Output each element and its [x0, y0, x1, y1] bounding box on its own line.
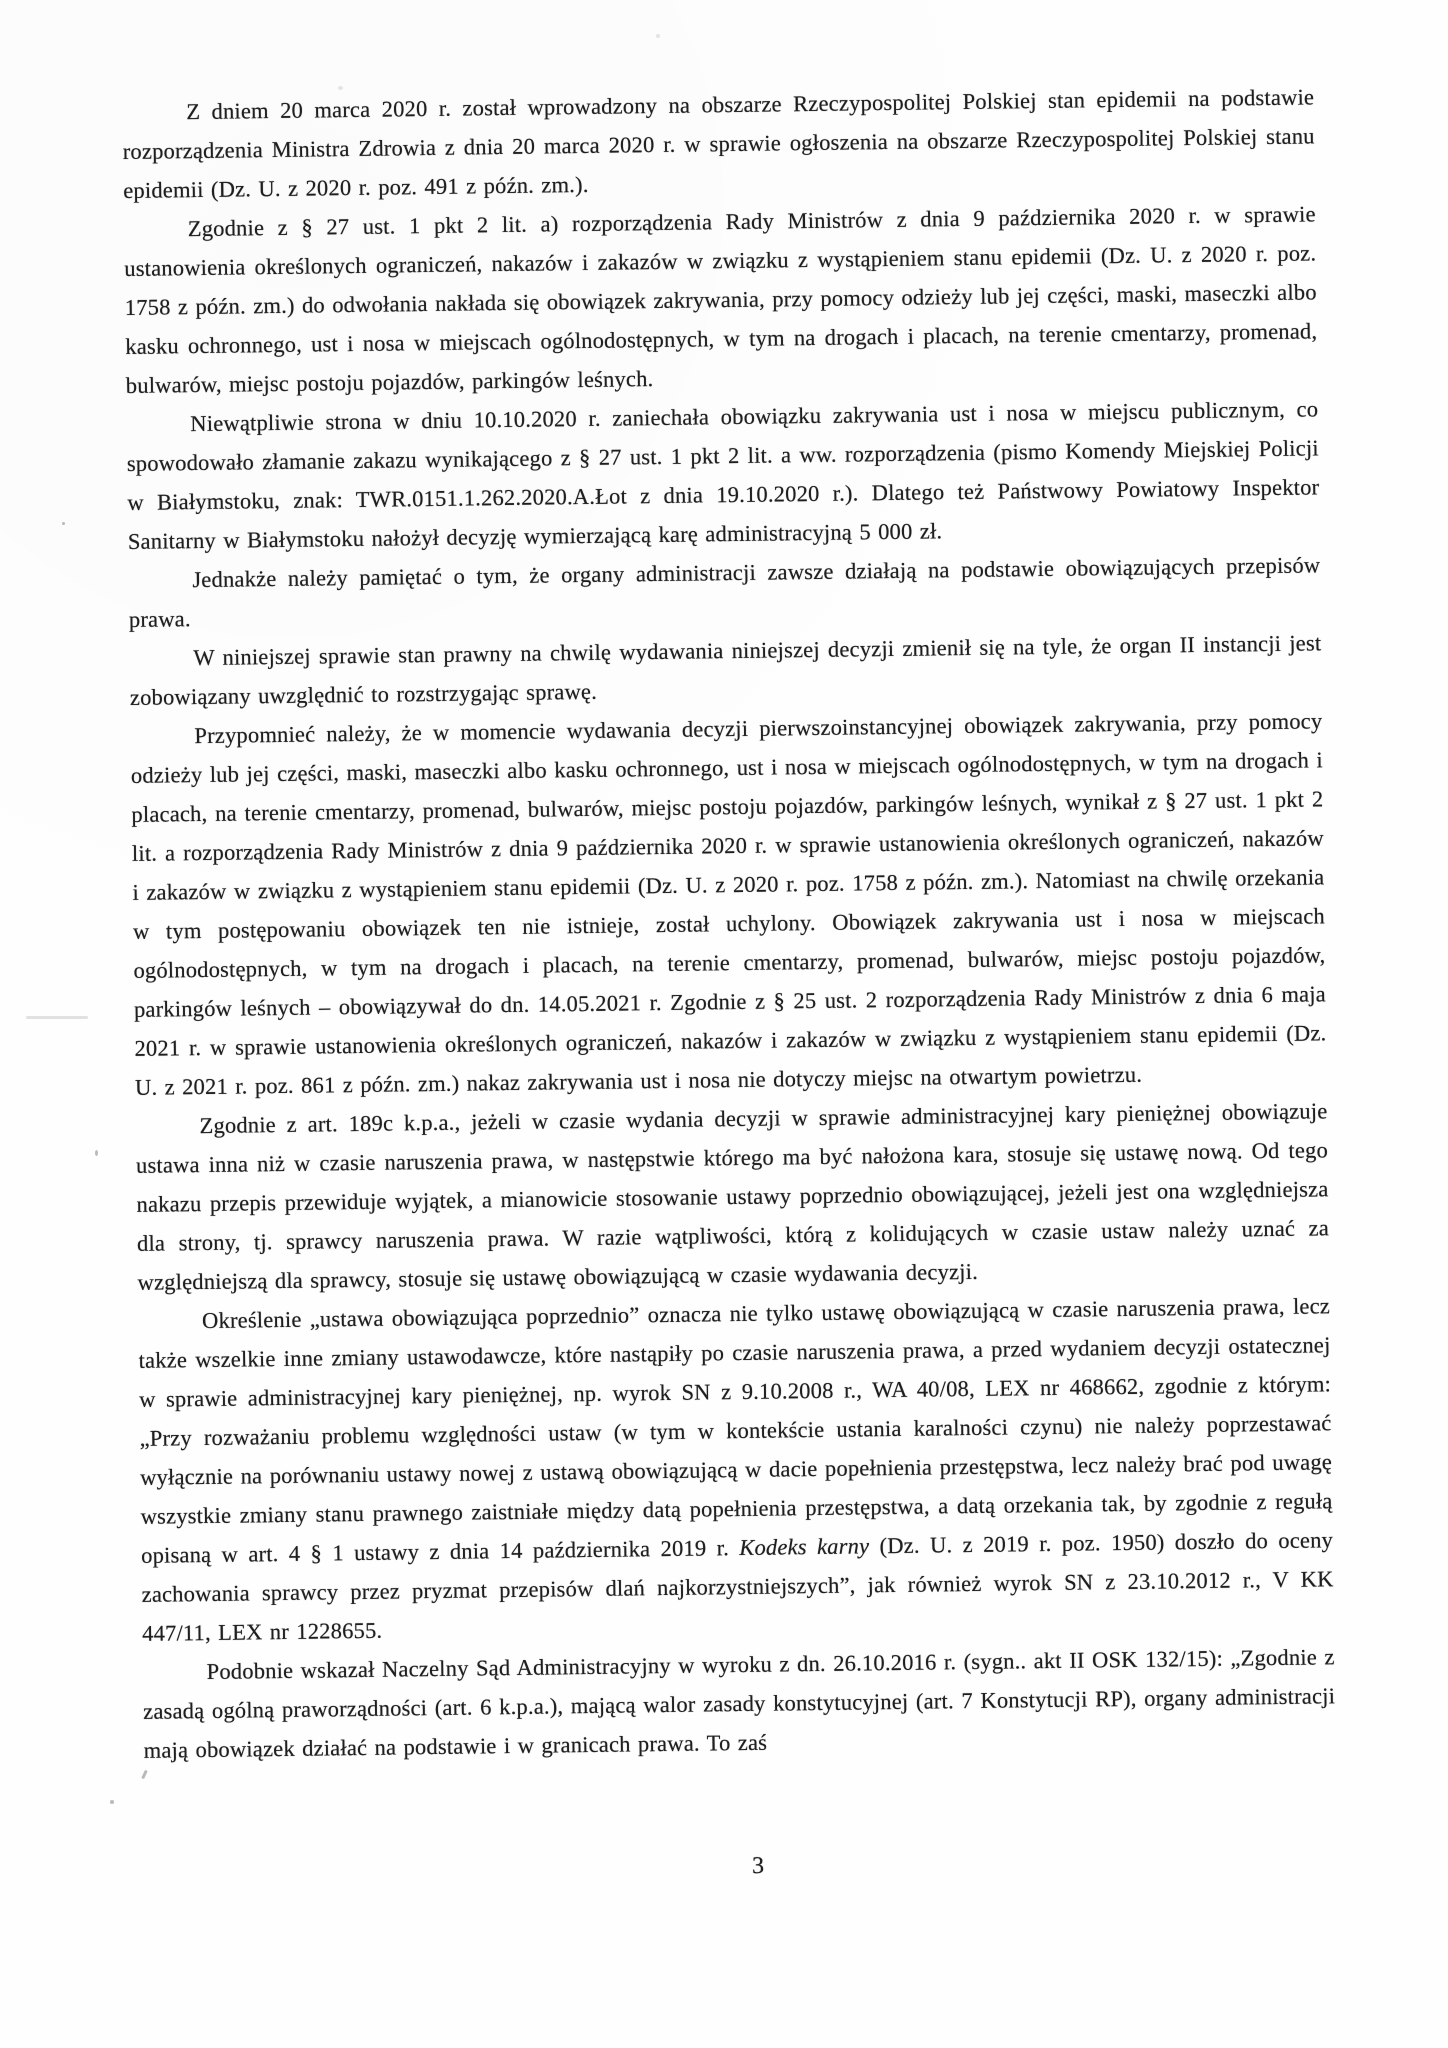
scan-streak: [26, 1016, 88, 1019]
paragraph: [126, 389, 1320, 561]
text-run: Z dniem 20 marca 2020 r. został wprowadzony na obszarze Rzeczypospolitej Polskiej stan epidemii na podstawie rozporządzenia Ministra Zdrowia z dnia 20 marca 2020 r. w sprawie ogłoszenia na obszarze Rzeczypospolitej Polskiej stanu epidemii (Dz. U. z 2020 r. poz. 491 z późn. zm.).: [122, 84, 1315, 203]
paragraph: [130, 701, 1327, 1107]
paragraph: [142, 1637, 1335, 1770]
scan-speck: [141, 1770, 148, 1779]
scan-speck: [62, 522, 65, 525]
text-run: Zgodnie z art. 189c k.p.a., jeżeli w czasie wydania decyzji w sprawie administracyjnej kary pieniężnej obowiązuje ustawa inna niż w czasie naruszenia prawa, w następstwie którego ma być nałożona kara, stosuje się ustawę nową. Od tego nakazu przepis przewiduje wyjątek, a mianowicie stosowanie ustawy poprzednio obowiązującej, jeżeli jest ona względniejsza dla strony, tj. sprawcy naruszenia prawa. W razie wątpliwości, którą z kolidujących w czasie ustaw należy uznać za względniejszą dla sprawcy, stosuje się ustawę obowiązującą w czasie wydawania decyzji.: [135, 1098, 1330, 1295]
paragraph: [124, 194, 1318, 405]
scan-speck: [338, 86, 343, 90]
scan-speck: [95, 1150, 98, 1156]
text-run: Określenie „ustawa obowiązująca poprzednio” oznacza nie tylko ustawę obowiązującą w czasie naruszenia prawa, lecz także wszelkie inne zmiany ustawodawcze, które nastąpiły po czasie naruszenia prawa, a przed wydaniem decyzji ostatecznej w sprawie administracyjnej kary pieniężnej, np. wyrok SN z 9.10.2008 r., WA 40/08, LEX nr 468662, zgodnie z którym: „Przy rozważaniu problemu względności ustaw (w tym w kontekście ustania karalności czynu) nie należy poprzestawać wyłącznie na porównaniu ustawy nowej z ustawą obowiązującą w dacie popełnienia przestępstwa, lecz należy brać pod uwagę wszystkie zmiany stanu prawnego zaistniałe między datą popełnienia przestępstwa, a datą orzekania tak, by zgodnie z regułą opisaną w art. 4 § 1 ustawy z dnia 14 października 2019 r.: [138, 1293, 1333, 1568]
page-number: 3: [751, 1852, 765, 1880]
text-run: Podobnie wskazał Naczelny Sąd Administracyjny w wyroku z dn. 26.10.2016 r. (sygn.. akt II OSK 132/15): „Zgodnie z zasadą ogólną praworządności (art. 6 k.p.a.), mającą walor zasady konstytucyjnej (art. 7 Konstytucji RP), organy administracji mają obowiązek działać na podstawie i w granicach prawa. To zaś: [143, 1644, 1336, 1763]
paragraph: [138, 1286, 1334, 1653]
text-run: Przypomnieć należy, że w momencie wydawania decyzji pierwszoinstancyjnej obowiązek zakrywania, przy pomocy odzieży lub jej części, maski, maseczki albo kasku ochronnego, ust i nosa w miejscach ogólnodostępnych, w tym na drogach i placach, na terenie cmentarzy, promenad, bulwarów, miejsc postoju pojazdów, parkingów leśnych, wynikał z § 27 ust. 1 pkt 2 lit. a rozporządzenia Rady Ministrów z dnia 9 października 2020 r. w sprawie ustanowienia określonych ograniczeń, nakazów i zakazów w związku z wystąpieniem stanu epidemii (Dz. U. z 2020 r. poz. 1758 z późn. zm.). Natomiast na chwilę orzekania w tym postępowaniu obowiązek ten nie istnieje, został uchylony. Obowiązek zakrywania ust i nosa w miejscach ogólnodostępnych, w tym na drogach i placach, na terenie cmentarzy, promenad, bulwarów, miejsc postoju pojazdów, parkingów leśnych – obowiązywał do dn. 14.05.2021 r. Zgodnie z § 25 ust. 2 rozporządzenia Rady Ministrów z dnia 6 maja 2021 r. w sprawie ustanowienia określonych ograniczeń, nakazów i zakazów w związku z wystąpieniem stanu epidemii (Dz. U. z 2021 r. poz. 861 z późn. zm.) nakaz zakrywania ust i nosa nie dotyczy miejsc na otwartym powietrzu.: [130, 708, 1327, 1100]
text-run: W niniejszej sprawie stan prawny na chwilę wydawania niniejszej decyzji zmienił się na tyle, że organ II instancji jest zobowiązany uwzględnić to rozstrzygając sprawę.: [129, 630, 1322, 710]
scan-speck: [656, 34, 660, 38]
text-run: Niewątpliwie strona w dniu 10.10.2020 r. zaniechała obowiązku zakrywania ust i nosa w miejscu publicznym, co spowodowało złamanie zakazu wynikającego z § 27 ust. 1 pkt 2 lit. a ww. rozporządzenia (pismo Komendy Miejskiej Policji w Białymstoku, znak: TWR.0151.1.262.2020.A.Łot z dnia 19.10.2020 r.). Dlatego też Państwowy Powiatowy Inspektor Sanitarny w Białymstoku nałożył decyzję wymierzającą karę administracyjną 5 000 zł.: [126, 396, 1320, 554]
text-block: [122, 77, 1336, 1769]
paragraph: [135, 1091, 1329, 1302]
text-run: Zgodnie z § 27 ust. 1 pkt 2 lit. a) rozporządzenia Rady Ministrów z dnia 9 października 2020 r. w sprawie ustanowienia określonych ograniczeń, nakazów i zakazów w związku z wystąpieniem stanu epidemii (Dz. U. z 2020 r. poz. 1758 z późn. zm.) do odwołania nakłada się obowiązek zakrywania, przy pomocy odzieży lub jej części, maski, maseczki albo kasku ochronnego, ust i nosa w miejscach ogólnodostępnych, w tym na drogach i placach, na terenie cmentarzy, promenad, bulwarów, miejsc postoju pojazdów, parkingów leśnych.: [124, 201, 1318, 398]
scan-speck: [110, 1800, 114, 1804]
paragraph: [122, 77, 1315, 210]
italic-run: Kodeks karny: [739, 1533, 870, 1561]
text-run: Jednakże należy pamiętać o tym, że organy administracji zawsze działają na podstawie obowiązujących przepisów prawa.: [128, 552, 1321, 632]
text-run: (Dz. U. z 2019 r. poz. 1950) doszło do oceny zachowania sprawcy przez pryzmat przepisów dlań najkorzystniejszych”, jak również wyrok SN z 23.10.2012 r., V KK 447/11, LEX nr 1228655.: [141, 1527, 1334, 1646]
